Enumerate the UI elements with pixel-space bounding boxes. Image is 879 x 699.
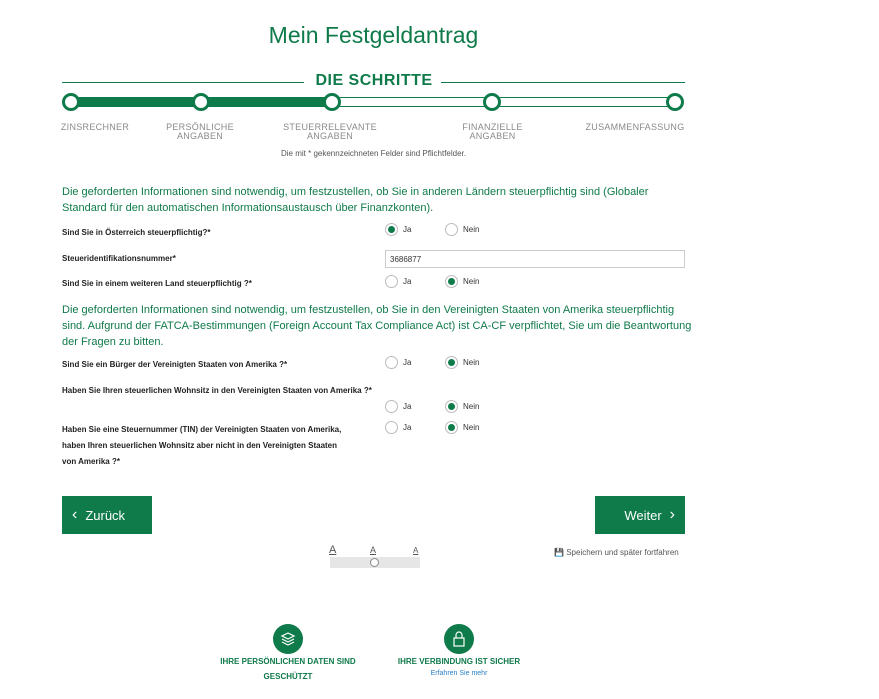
next-button-label: Weiter: [624, 507, 662, 523]
radio-us-tin-yes[interactable]: [385, 421, 398, 434]
radio-tax-other-country-no[interactable]: [445, 275, 458, 288]
radio-us-citizen-no[interactable]: [445, 356, 458, 369]
steps-title: DIE SCHRITTE: [315, 72, 433, 89]
question-tax-austria: Sind Sie in Österreich steuerpflichtig?*: [62, 228, 211, 237]
chevron-right-icon: ›: [669, 506, 675, 523]
step-label-persoenliche-angaben: PERSÖNLICHE ANGABEN: [166, 122, 234, 141]
info-text-fatca: Die geforderten Informationen sind notwendig, um festzustellen, ob Sie in den Vereinigten Staaten von Amerika steuerpflichtig sind. Aufgrund der FATCA-Bestimmungen (Foreign Account Tax Compliance Act) ist CA-CF verpflichtet, Sie um die Beantwortung der Fragen zu bitten.: [62, 304, 692, 348]
step-dot-steuerrelevante-angaben[interactable]: [323, 93, 341, 111]
chevron-left-icon: ‹: [72, 506, 78, 523]
page-title: Mein Festgeldantrag: [268, 22, 479, 48]
radio-us-tax-residence-yes[interactable]: [385, 400, 398, 413]
radio-label-no: Nein: [463, 402, 480, 411]
lock-icon: [444, 624, 474, 654]
save-later-label: Speichern und später fortfahren: [566, 548, 679, 557]
font-size-large[interactable]: A: [329, 544, 337, 556]
radio-label-no: Nein: [463, 423, 480, 432]
step-dot-finanzielle-angaben: [483, 93, 501, 111]
radio-us-tax-residence-no[interactable]: [445, 400, 458, 413]
secure-connection-label: IHRE VERBINDUNG IST SICHER: [397, 657, 521, 666]
radio-tax-austria-yes[interactable]: [385, 223, 398, 236]
radio-tax-other-country-yes[interactable]: [385, 275, 398, 288]
back-button[interactable]: [62, 496, 152, 534]
required-fields-note: Die mit * gekennzeichneten Felder sind Pflichtfelder.: [281, 149, 466, 158]
save-later-link[interactable]: [554, 548, 679, 557]
radio-label-no: Nein: [463, 225, 480, 234]
radio-label-yes: Ja: [403, 358, 412, 367]
steps-divider-right: [441, 82, 685, 83]
step-label-zinsrechner: ZINSRECHNER: [60, 122, 130, 132]
radio-label-yes: Ja: [403, 402, 412, 411]
radio-label-yes: Ja: [403, 225, 412, 234]
question-us-citizen: Sind Sie ein Bürger der Vereinigten Staaten von Amerika ?*: [62, 360, 288, 369]
step-label-steuerrelevante-angaben: STEUERRELEVANTE ANGABEN: [283, 122, 377, 141]
radio-label-no: Nein: [463, 277, 480, 286]
next-button[interactable]: [595, 496, 685, 534]
radio-tax-austria-no[interactable]: [445, 223, 458, 236]
step-dot-zinsrechner[interactable]: [62, 93, 80, 111]
radio-label-yes: Ja: [403, 423, 412, 432]
tax-id-input[interactable]: [385, 250, 685, 268]
font-size-slider-knob[interactable]: [370, 558, 379, 567]
data-protected-label: IHRE PERSÖNLICHEN DATEN SIND GESCHÜTZT: [220, 657, 356, 681]
radio-label-yes: Ja: [403, 277, 412, 286]
info-text-global-standard: Die geforderten Informationen sind notwendig, um festzustellen, ob Sie in anderen Ländern steuerpflichtig sind (Globaler Standard für den automatischen Informationsaustausch über Finanzkonten).: [62, 186, 649, 214]
steps-divider-left: [62, 82, 304, 83]
shield-layers-icon: [273, 624, 303, 654]
step-dot-persoenliche-angaben[interactable]: [192, 93, 210, 111]
learn-more-link[interactable]: Erfahren Sie mehr: [430, 670, 488, 677]
radio-us-citizen-yes[interactable]: [385, 356, 398, 369]
font-size-small[interactable]: A: [413, 546, 419, 555]
question-us-tax-residence: Haben Sie Ihren steuerlichen Wohnsitz in den Vereinigten Staaten von Amerika ?*: [62, 386, 372, 395]
question-tax-other-country: Sind Sie in einem weiteren Land steuerpflichtig ?*: [62, 279, 252, 288]
step-label-zusammenfassung: ZUSAMMENFASSUNG: [585, 122, 685, 132]
question-us-tin: Haben Sie eine Steuernummer (TIN) der Vereinigten Staaten von Amerika, haben Ihren steuerlichen Wohnsitz aber nicht in den Vereinigten Staaten von Amerika ?*: [62, 425, 342, 466]
radio-us-tin-no[interactable]: [445, 421, 458, 434]
radio-label-no: Nein: [463, 358, 480, 367]
font-size-medium[interactable]: A: [370, 545, 377, 555]
step-dot-zusammenfassung: [666, 93, 684, 111]
back-button-label: Zurück: [85, 507, 126, 523]
save-icon: 💾: [554, 548, 564, 557]
step-label-finanzielle-angaben: FINANZIELLE ANGABEN: [462, 122, 523, 141]
tax-id-label: Steueridentifikationsnummer*: [62, 254, 176, 263]
